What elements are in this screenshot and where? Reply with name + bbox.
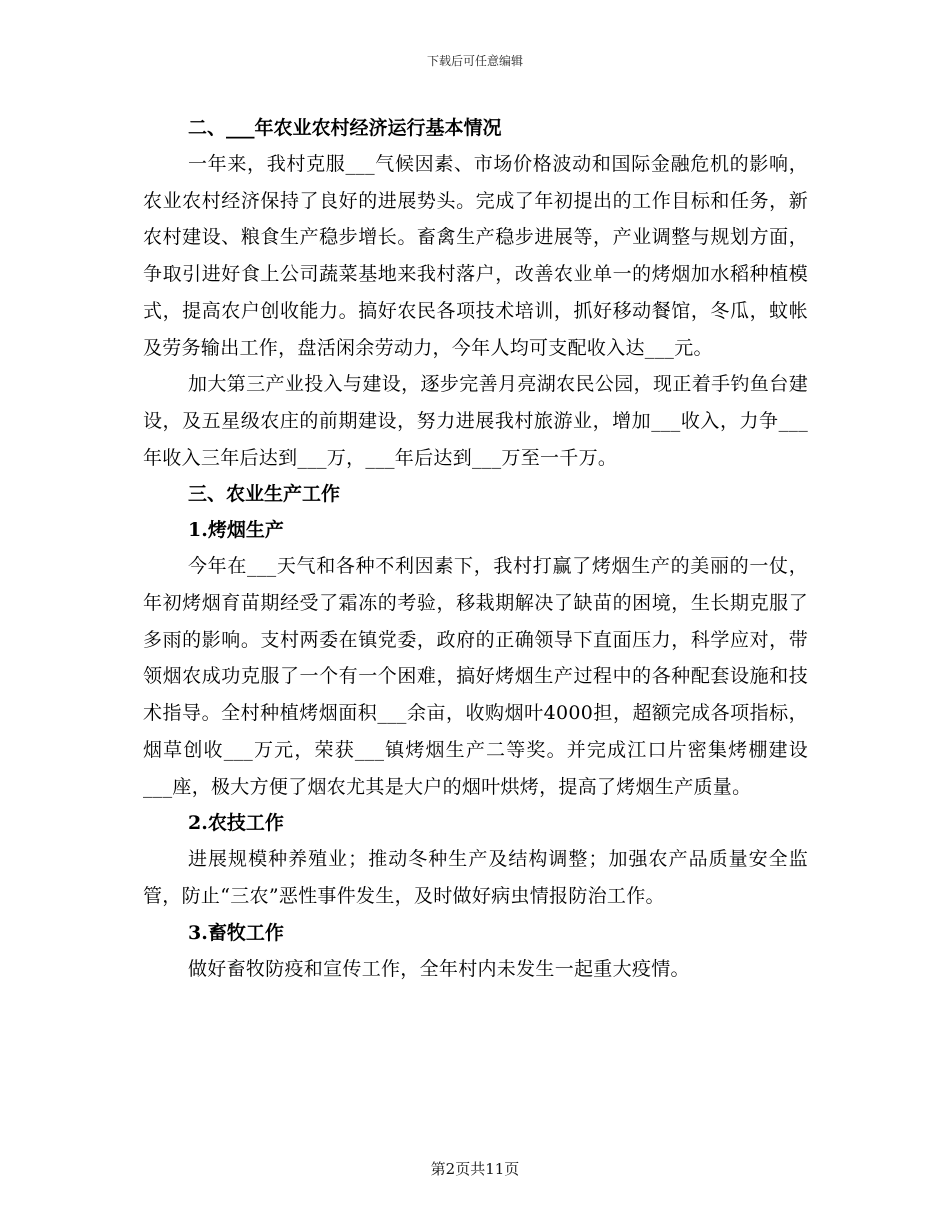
subheading-livestock: 3.畜牧工作 (188, 921, 284, 944)
page-number-footer: 第2页共11页 (430, 1160, 520, 1178)
header-note: 下载后可任意编辑 (426, 54, 523, 68)
document-body (143, 110, 808, 987)
subheading-agri-tech: 2.农技工作 (188, 812, 284, 835)
subheading-tobacco: 1.烤烟生产 (188, 519, 284, 542)
section-heading-agriculture: 三、农业生产工作 (188, 483, 341, 506)
section-heading-economy: 二、___年农业农村经济运行基本情况 (188, 117, 502, 139)
paragraph-livestock: 做好畜牧防疫和宣传工作，全年村内未发生一起重大疫情。 (188, 957, 690, 980)
paragraph-agri-tech: 进展规模种养殖业；推动冬种生产及结构调整；加强农产品质量安全监管，防止“三农”恶性事件发生，及时做好病虫情报防治工作。 (143, 848, 808, 907)
paragraph-tertiary-industry: 加大第三产业投入与建设，逐步完善月亮湖农民公园，现正着手钓鱼台建设，及五星级农庄的前期建设，努力进展我村旅游业，增加___收入，力争___年收入三年后达到___万，___年后达到___万至一千万。 (143, 373, 808, 469)
paragraph-economy-overview: 一年来，我村克服___气候因素、市场价格波动和国际金融危机的影响，农业农村经济保持了良好的进展势头。完成了年初提出的工作目标和任务，新农村建设、粮食生产稳步增长。畜禽生产稳步进展等，产业调整与规划方面，争取引进好食上公司蔬菜基地来我村落户，改善农业单一的烤烟加水稻种植模式，提高农户创收能力。搞好农民各项技术培训，抓好移动餐馆，冬瓜，蚊帐及劳务输出工作，盘活闲余劳动力，今年人均可支配收入达___元。 (143, 153, 808, 359)
paragraph-tobacco: 今年在___天气和各种不利因素下，我村打赢了烤烟生产的美丽的一仗，年初烤烟育苗期经受了霜冻的考验，移栽期解决了缺苗的困境，生长期克服了多雨的影响。支村两委在镇党委，政府的正确领导下直面压力，科学应对，带领烟农成功克服了一个有一个困难，搞好烤烟生产过程中的各种配套设施和技术指导。全村种植烤烟面积___余亩，收购烟叶4000担，超额完成各项指标，烟草创收___万元，荣获___镇烤烟生产二等奖。并完成江口片密集烤棚建设___座，极大方便了烟农尤其是大户的烟叶烘烤，提高了烤烟生产质量。 (143, 555, 808, 798)
